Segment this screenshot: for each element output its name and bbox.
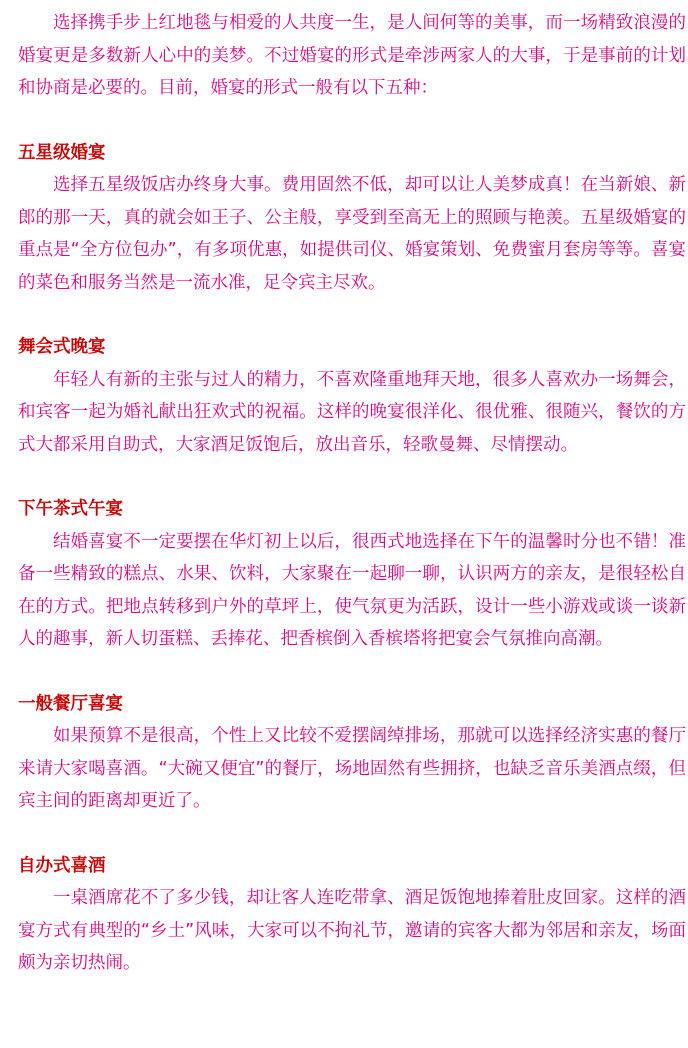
section-body: 选择五星级饭店办终身大事。费用固然不低，却可以让人美梦成真！在当新娘、新郎的那一天，真的就会如王子、公主般，享受到至高无上的照顾与艳羡。五星级婚宴的重点是“全方位包办”，有多项优惠，如提供司仪、婚宴策划、免费蜜月套房等等。喜宴的菜色和服务当然是一流水准，足令宾主尽欢。 (18, 175, 686, 293)
section-heading: 舞会式晚宴 (18, 337, 106, 357)
section-heading: 下午茶式午宴 (18, 499, 123, 519)
section-body: 一桌酒席花不了多少钱，却让客人连吃带拿、酒足饭饱地捧着肚皮回家。这样的酒宴方式有典型的“乡土”风味，大家可以不拘礼节，邀请的宾客大都为邻居和亲友，场面颇为亲切热闹。 (18, 888, 686, 973)
section-five-star-banquet (18, 137, 688, 300)
section-body: 年轻人有新的主张与过人的精力，不喜欢隆重地拜天地，很多人喜欢办一场舞会，和宾客一起为婚礼献出狂欢式的祝福。这样的晚宴很洋化、很优雅、很随兴，餐饮的方式大都采用自助式，大家酒足饭饱后，放出音乐，轻歌曼舞、尽情摆动。 (18, 369, 686, 455)
section-dance-party-dinner (18, 331, 688, 461)
intro-paragraph: 选择携手步上红地毯与相爱的人共度一生，是人间何等的美事，而一场精致浪漫的婚宴更是多数新人心中的美梦。不过婚宴的形式是牵涉两家人的大事，于是事前的计划和协商是必要的。目前，婚宴的形式一般有以下五种： (18, 13, 686, 98)
section-afternoon-tea-luncheon (18, 493, 688, 656)
section-heading: 五星级婚宴 (18, 142, 106, 163)
section-heading: 自办式喜酒 (18, 855, 106, 876)
section-body: 结婚喜宴不一定要摆在华灯初上以后，很西式地选择在下午的温馨时分也不错！准备一些精致的糕点、水果、饮料，大家聚在一起聊一聊，认识两方的亲友，是很轻松自在的方式。把地点转移到户外的草坪上，使气氛更为活跃，设计一些小游戏或谈一谈新人的趣事，新人切蛋糕、丢捧花、把香槟倒入香槟塔将把宴会气氛推向高潮。 (18, 531, 686, 649)
section-restaurant-banquet (18, 688, 688, 818)
section-heading: 一般餐厅喜宴 (18, 693, 123, 714)
section-self-hosted-banquet (18, 850, 688, 980)
section-body: 如果预算不是很高，个性上又比较不爱摆阔绰排场，那就可以选择经济实惠的餐厅来请大家喝喜酒。“大碗又便宜”的餐厅，场地固然有些拥挤，也缺乏音乐美酒点缀，但宾主间的距离却更近了。 (18, 726, 686, 811)
